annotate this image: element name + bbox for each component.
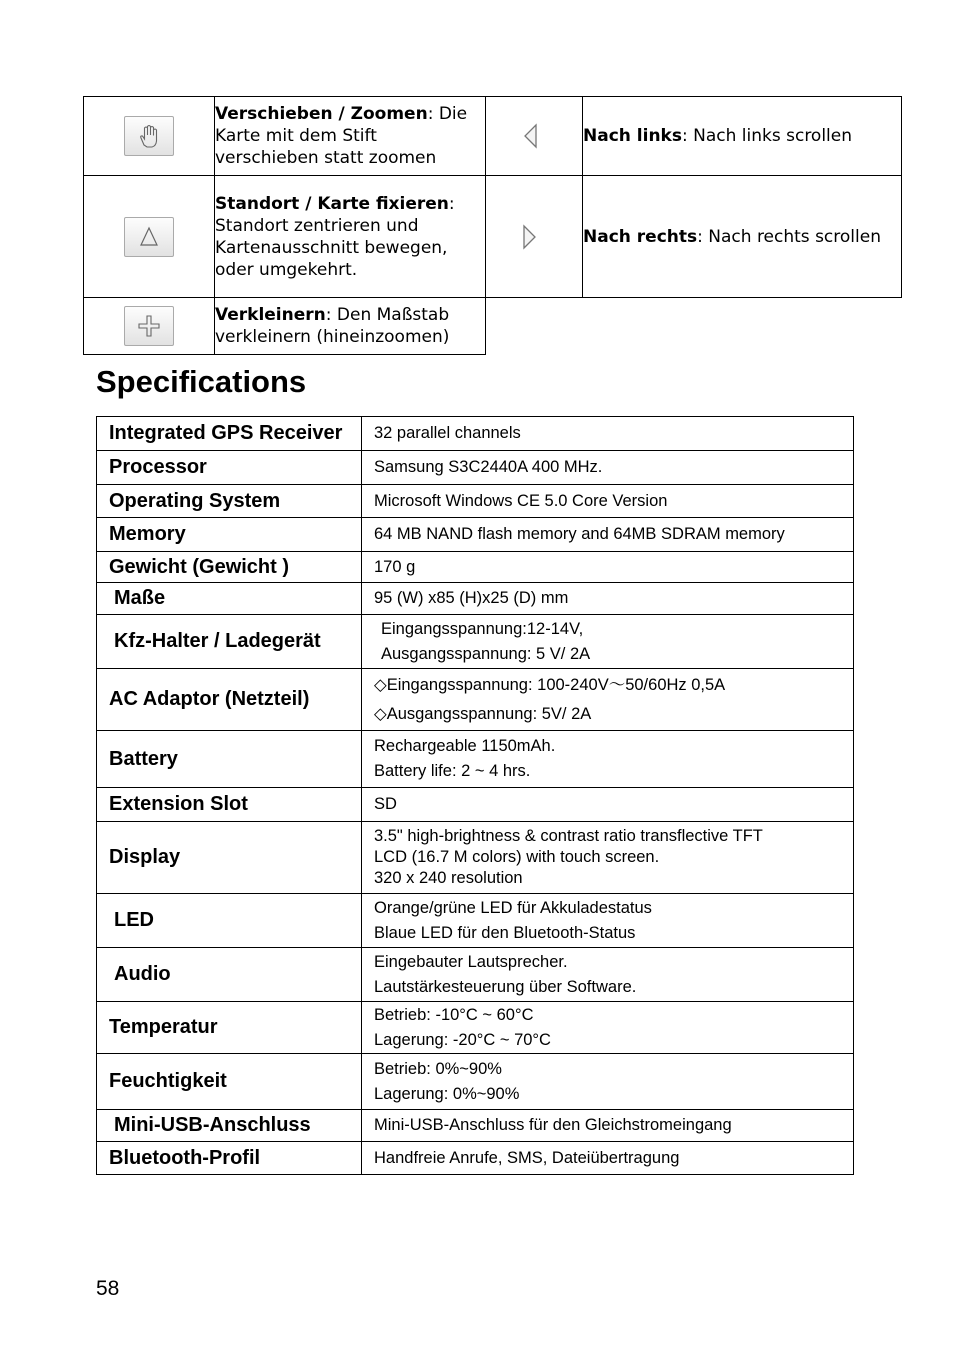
hand-icon <box>124 116 174 156</box>
scroll-left-title: Nach links <box>583 126 682 146</box>
spec-value <box>362 615 854 669</box>
fix-location-text: Standort / Karte fixieren: Standort zentrieren und Kartenausschnitt bewegen, oder umgekehrt. <box>215 176 486 298</box>
spec-value: 95 (W) x85 (H)x25 (D) mm <box>362 583 854 615</box>
spec-row <box>97 615 854 669</box>
spec-value: 32 parallel channels <box>362 417 854 451</box>
spec-row <box>97 948 854 1002</box>
spec-row <box>97 417 854 451</box>
fix-location-icon-cell <box>84 176 215 298</box>
spec-key: Gewicht (Gewicht ) <box>97 552 362 583</box>
spec-row <box>97 1054 854 1110</box>
spec-value-line: Betrieb: -10°C ~ 60°C <box>374 1005 534 1024</box>
spec-key: Audio <box>97 948 362 1002</box>
spec-value <box>362 894 854 948</box>
spec-value-line: Lautstärkesteuerung über Software. <box>374 977 637 996</box>
spec-value <box>362 731 854 788</box>
spec-key: Bluetooth-Profil <box>97 1142 362 1175</box>
spec-value <box>362 1002 854 1054</box>
scroll-right-icon-cell <box>486 176 583 298</box>
fix-location-desc: Standort zentrieren und Kartenausschnitt bewegen, oder umgekehrt. <box>215 215 448 280</box>
spec-key: LED <box>97 894 362 948</box>
scroll-left-icon-cell <box>486 97 583 176</box>
spec-value-line: Orange/grüne LED für Akkuladestatus <box>374 898 652 917</box>
section-title: Specifications <box>96 364 307 399</box>
spec-value-line: Eingebauter Lautsprecher. <box>374 952 568 971</box>
move-zoom-icon-cell <box>84 97 215 176</box>
spec-value-line: 3.5" high-brightness & contrast ratio transflective TFT <box>374 827 763 845</box>
zoom-out-icon-cell <box>84 298 215 355</box>
spec-value <box>362 822 854 894</box>
spec-row <box>97 894 854 948</box>
zoom-out-text: Verkleinern: Den Maßstab verkleinern (hineinzoomen) <box>215 298 486 355</box>
spec-value: 170 g <box>362 552 854 583</box>
spec-key: Maße <box>97 583 362 615</box>
spec-value: Samsung S3C2440A 400 MHz. <box>362 451 854 485</box>
plus-icon <box>124 306 174 346</box>
spec-key: AC Adaptor (Netzteil) <box>97 669 362 731</box>
spec-key: Operating System <box>97 485 362 518</box>
scroll-left-text: Nach links: Nach links scrollen <box>583 97 902 176</box>
spec-row <box>97 552 854 583</box>
scroll-right-text: Nach rechts: Nach rechts scrollen <box>583 176 902 298</box>
spec-key: Display <box>97 822 362 894</box>
scroll-right-desc: Nach rechts scrollen <box>708 226 881 247</box>
triangle-up-icon <box>124 217 174 257</box>
scroll-left-desc: Nach links scrollen <box>693 126 853 146</box>
spec-value-line: LCD (16.7 M colors) with touch screen. <box>374 848 660 866</box>
zoom-out-title: Verkleinern <box>215 305 326 325</box>
spec-value-line: Lagerung: -20°C ~ 70°C <box>374 1030 551 1049</box>
fix-location-title: Standort / Karte fixieren <box>215 193 449 214</box>
spec-value: Mini-USB-Anschluss für den Gleichstromeingang <box>362 1110 854 1142</box>
specifications-table <box>96 416 854 1175</box>
spec-value-line: Lagerung: 0%~90% <box>374 1084 520 1103</box>
spec-value-line: Battery life: 2 ~ 4 hrs. <box>374 762 531 780</box>
spec-value: SD <box>362 788 854 822</box>
spec-row <box>97 518 854 552</box>
page-number: 58 <box>96 1277 120 1300</box>
spec-key: Kfz-Halter / Ladegerät <box>97 615 362 669</box>
spec-value-line: Betrieb: 0%~90% <box>374 1059 502 1078</box>
map-controls-table <box>83 96 902 355</box>
move-zoom-title: Verschieben / Zoomen <box>215 104 428 124</box>
spec-value-line: Eingangsspannung:12-14V, <box>381 619 584 638</box>
arrow-left-icon <box>520 122 540 150</box>
spec-row <box>97 451 854 485</box>
spec-value-line: Ausgangsspannung: 5 V/ 2A <box>381 644 591 663</box>
spec-row <box>97 669 854 731</box>
spec-value: 64 MB NAND flash memory and 64MB SDRAM memory <box>362 518 854 552</box>
spec-row <box>97 1142 854 1175</box>
spec-row <box>97 485 854 518</box>
spec-key: Temperatur <box>97 1002 362 1054</box>
spec-value: Microsoft Windows CE 5.0 Core Version <box>362 485 854 518</box>
spec-value <box>362 948 854 1002</box>
spec-value-line: 320 x 240 resolution <box>374 869 523 887</box>
spec-row <box>97 1002 854 1054</box>
spec-row <box>97 822 854 894</box>
spec-key: Battery <box>97 731 362 788</box>
spec-key: Mini-USB-Anschluss <box>97 1110 362 1142</box>
spec-row <box>97 731 854 788</box>
spec-key: Integrated GPS Receiver <box>97 417 362 451</box>
spec-key: Processor <box>97 451 362 485</box>
spec-value-line: ◇Ausgangsspannung: 5V/ 2A <box>374 704 592 723</box>
scroll-right-title: Nach rechts <box>583 226 698 247</box>
spec-row <box>97 1110 854 1142</box>
spec-key: Extension Slot <box>97 788 362 822</box>
arrow-right-icon <box>520 223 540 251</box>
move-zoom-text: Verschieben / Zoomen: Die Karte mit dem Stift verschieben statt zoomen <box>215 97 486 176</box>
spec-key: Feuchtigkeit <box>97 1054 362 1110</box>
spec-value-line: Blaue LED für den Bluetooth-Status <box>374 923 636 942</box>
spec-value-line: ◇Eingangsspannung: 100-240V～50/60Hz 0,5A <box>374 675 726 694</box>
move-zoom-desc: Die Karte mit dem Stift verschieben statt zoomen <box>215 104 468 168</box>
spec-row <box>97 583 854 615</box>
zoom-out-desc: Den Maßstab verkleinern (hineinzoomen) <box>215 305 450 347</box>
spec-value <box>362 669 854 731</box>
spec-value: Handfreie Anrufe, SMS, Dateiübertragung <box>362 1142 854 1175</box>
spec-key: Memory <box>97 518 362 552</box>
spec-value-line: Rechargeable 1150mAh. <box>374 737 556 755</box>
empty-cell <box>486 298 902 355</box>
spec-row <box>97 788 854 822</box>
spec-value <box>362 1054 854 1110</box>
